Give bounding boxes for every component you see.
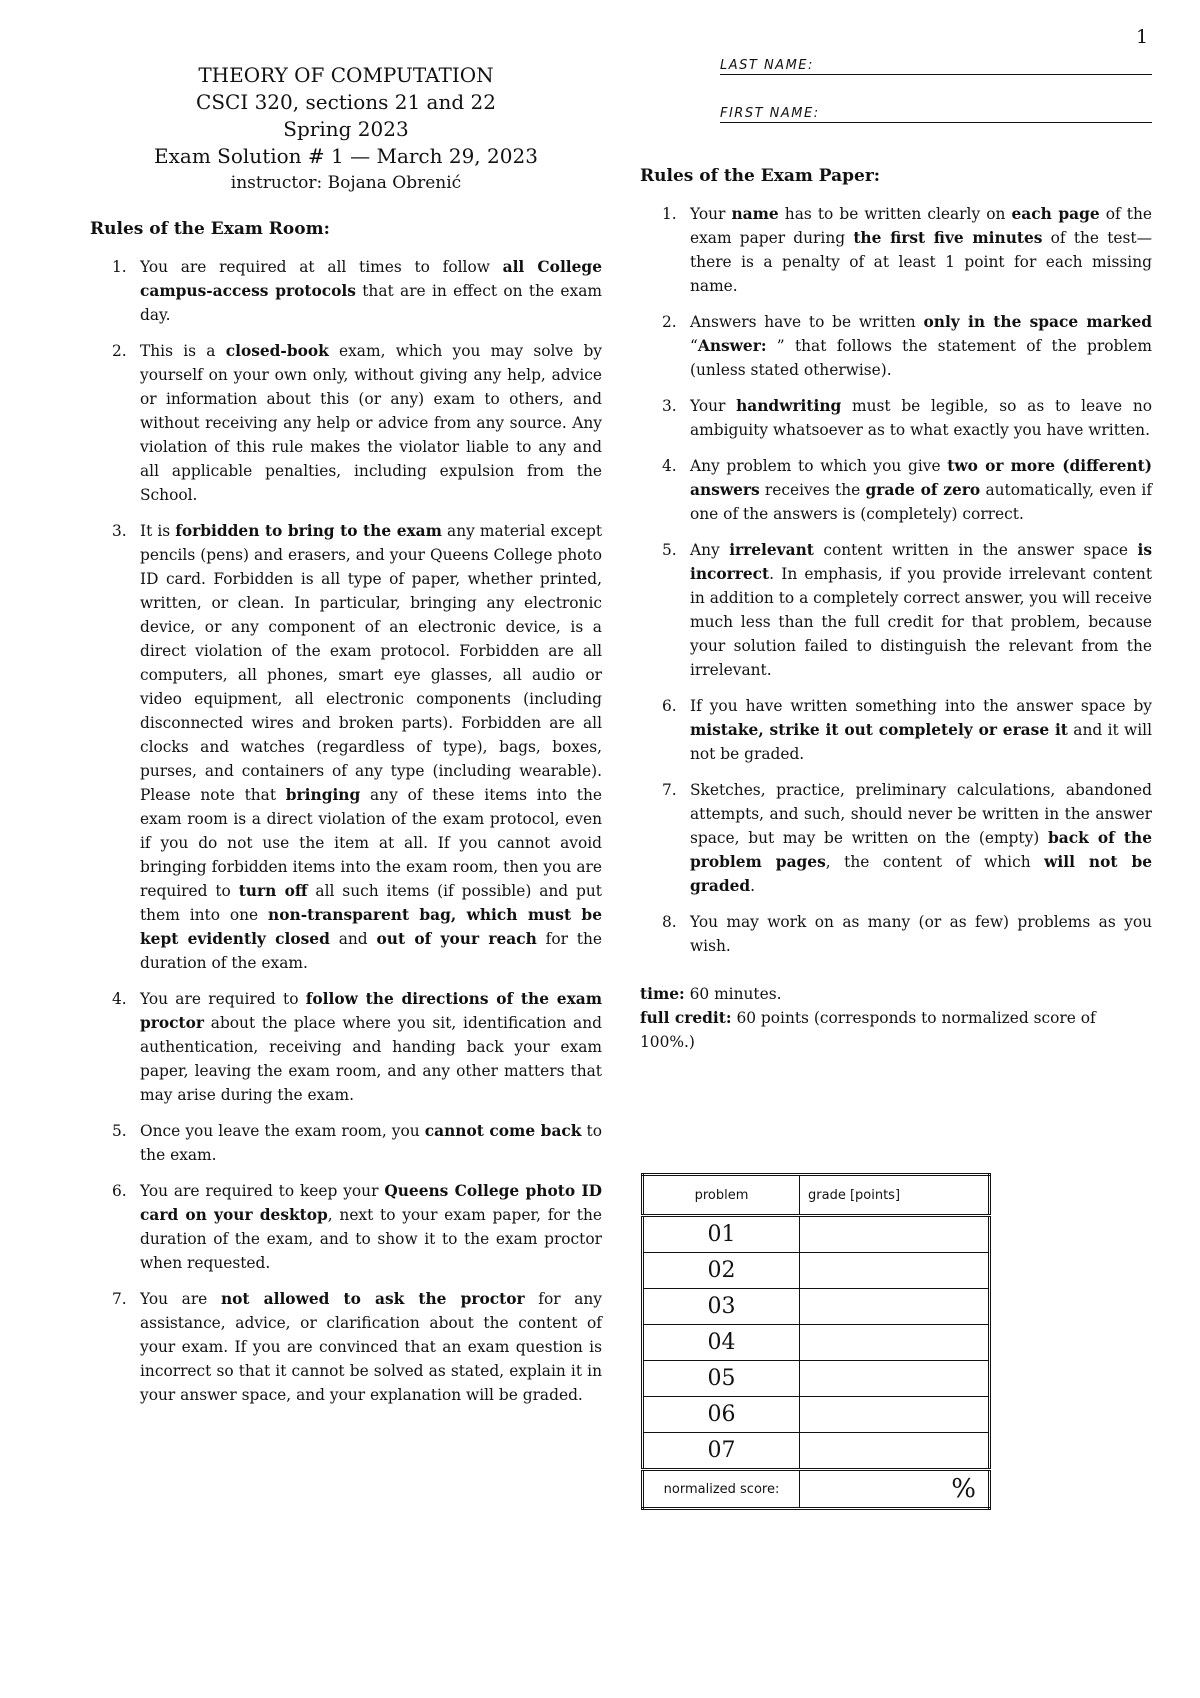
rule-text: , the content of which [825,853,1045,871]
problem-number: 04 [643,1325,800,1361]
grade-cell[interactable] [800,1253,990,1289]
problem-number: 02 [643,1253,800,1289]
rule-emphasis: is incorrect [690,541,1152,583]
score-label: normalized score: [643,1470,800,1509]
exam-room-rule-1 [112,255,602,327]
rule-emphasis: bringing [285,786,361,804]
exam-paper-rule-5 [662,538,1152,682]
score-row [643,1470,990,1509]
rule-text: If you have written something into the answer space by [690,697,1152,715]
first-name-rule [720,122,1152,123]
page-number: 1 [1136,26,1149,48]
time-label: time: [640,985,685,1003]
rule-number: 4. [112,990,127,1008]
rule-number: 2. [112,342,127,360]
grade-row [643,1397,990,1433]
rule-text: for any assistance, advice, or clarification about the content of your exam. If you are convinced that an exam question is incorrect so that it cannot be solved as stated, explain it in your answer space, and your explanation will be graded. [140,1290,602,1404]
rule-number: 5. [662,541,677,559]
last-name-rule [720,74,1152,75]
left-column [90,62,602,1419]
rule-emphasis: each page [1011,205,1100,223]
rule-text: You are [140,1290,221,1308]
rule-text: It is [140,522,176,540]
grade-row [643,1253,990,1289]
rule-text: about the place where you sit, identification and authentication, receiving and handing back your exam paper, leaving the exam room, and any other matters that may arise during the exam. [140,1014,602,1104]
exam-room-rule-6 [112,1179,602,1275]
rule-text: receives the [759,481,866,499]
exam-paper-rule-1 [662,202,1153,298]
rule-emphasis: turn off [238,882,308,900]
rule-emphasis: only in the space marked [923,313,1152,331]
rule-text: and it will not be graded. [690,721,1152,763]
rule-number: 7. [112,1290,127,1308]
rule-text: You may work on as many (or as few) problems as you wish. [690,913,1152,955]
rule-emphasis: closed-book [225,342,329,360]
exam-paper-rule-2 [662,310,1152,382]
grade-row [643,1361,990,1397]
rule-emphasis: two or more (different) answers [690,457,1153,499]
rule-text: of the exam paper during [690,205,1153,247]
rule-number: 4. [662,457,677,475]
first-name-line[interactable] [640,104,1152,138]
grade-cell[interactable] [800,1325,990,1361]
rule-number: 6. [662,697,677,715]
rule-emphasis: will not be graded [690,853,1153,895]
rule-emphasis: grade of zero [865,481,981,499]
exam-paper-rules [640,202,1152,958]
rule-text: content written in the answer space [813,541,1138,559]
rule-emphasis: irrelevant [729,541,814,559]
rule-text: and [329,930,377,948]
grade-table [641,1173,991,1510]
time-line [640,982,1152,1006]
rule-text: Once you leave the exam room, you [140,1122,425,1140]
grade-cell[interactable] [800,1361,990,1397]
rule-emphasis: out of your reach [376,930,537,948]
rule-text: Your [690,205,732,223]
right-column [640,56,1152,1054]
grade-cell[interactable] [800,1216,990,1253]
last-name-line[interactable] [640,56,1152,90]
exam-room-rule-7 [112,1287,602,1407]
grade-row [643,1325,990,1361]
rule-emphasis: follow the directions of the exam proctor [140,990,602,1032]
rule-text: that are in effect on the exam day. [140,282,602,324]
exam-room-rule-5 [112,1119,602,1167]
rule-text: for the duration of the exam. [140,930,603,972]
exam-title: Exam Solution # 1 — March 29, 2023 [154,144,538,168]
rule-text: to the exam. [140,1122,602,1164]
credit-value: 60 points (corresponds to normalized score of 100%.) [640,1009,1096,1051]
rule-text: automatically, even if one of the answers is (completely) correct. [690,481,1153,523]
rule-text: You are required to [140,990,306,1008]
rule-text: This is a [140,342,226,360]
rule-text: has to be written clearly on [778,205,1012,223]
rule-emphasis: non-transparent bag, which must be kept evidently closed [140,906,602,948]
grade-row [643,1433,990,1470]
rule-text: of the test—there is a penalty of at least 1 point for each missing name. [690,229,1152,295]
rule-text: ” that follows the statement of the problem (unless stated otherwise). [690,337,1152,379]
grade-table-header [643,1175,990,1216]
rule-emphasis: name [731,205,779,223]
rule-number: 3. [662,397,677,415]
rule-emphasis: all College campus-access protocols [140,258,602,300]
rule-emphasis: mistake, strike it out completely or erase it [690,721,1068,739]
rule-text: “ [690,337,698,355]
time-value: 60 minutes. [684,985,782,1003]
grade-cell[interactable] [800,1397,990,1433]
exam-paper-rule-4 [662,454,1153,526]
exam-meta [640,982,1152,1054]
rule-emphasis: not allowed to ask the proctor [220,1290,525,1308]
problem-number: 05 [643,1361,800,1397]
problem-number: 07 [643,1433,800,1470]
problem-column-header: problem [643,1175,800,1216]
rule-emphasis: cannot come back [424,1122,582,1140]
credit-line [640,1006,1152,1054]
exam-paper-heading: Rules of the Exam Paper: [640,166,881,186]
rule-text: Any problem to which you give [690,457,948,475]
rule-text: You are required at all times to follow [140,258,503,276]
instructor: instructor: Bojana Obrenić [230,173,462,193]
rule-text: . In emphasis, if you provide irrelevant content in addition to a completely correct answer, you will receive much less than the full credit for that problem, because your solution failed to distinguish the relevant from the irrelevant. [690,565,1152,679]
last-name-label: LAST NAME: [720,58,814,73]
exam-paper-rule-3 [662,394,1152,442]
rule-emphasis: Answer: [697,337,767,355]
rule-number: 3. [112,522,127,540]
rule-text: Any [690,541,730,559]
rule-number: 1. [662,205,677,223]
rule-number: 8. [662,913,677,931]
exam-header [90,62,602,197]
rule-text: , next to your exam paper, for the duration of the exam, and to show it to the exam proctor when requested. [140,1206,602,1272]
rule-text: exam, which you may solve by yourself on your own only, without giving any help, advice or information about this (or any) exam to others, and without receiving any help or advice from any source. Any violation of this rule makes the violator liable to any and all applicable penalties, including expulsion from the School. [140,342,603,504]
rule-text: any of these items into the exam room is a direct violation of the exam protocol, even if you do not use the item at all. If you cannot avoid bringing forbidden items into the exam room, then you are required to [140,786,602,900]
course-title: THEORY OF COMPUTATION [198,63,494,87]
rule-emphasis: back of the problem pages [690,829,1152,871]
rule-text: any material except pencils (pens) and erasers, and your Queens College photo ID card. Forbidden is all type of paper, whether printed, written, or clean. In particular, bringing any electronic device, or any component of an electronic device, is a direct violation of the exam protocol. Forbidden are all computers, all phones, smart eye glasses, all audio or video equipment, all electronic components (including disconnected wires and broken parts). Forbidden are all clocks and watches (regardless of type), bags, boxes, purses, and containers of any type (including wearable). Please note that [140,522,602,804]
rule-number: 2. [662,313,677,331]
problem-number: 01 [643,1216,800,1253]
exam-room-rule-4 [112,987,602,1107]
rule-number: 5. [112,1122,127,1140]
grade-row [643,1216,990,1253]
rule-emphasis: Queens College photo ID card on your desktop [140,1182,602,1224]
rule-emphasis: forbidden to bring to the exam [175,522,442,540]
rule-text: Answers have to be written [690,313,924,331]
rule-text: . [750,877,756,895]
rule-text: must be legible, so as to leave no ambiguity whatsoever as to what exactly you have written. [690,397,1152,439]
exam-room-rule-2 [112,339,603,507]
rule-text: all such items (if possible) and put them into one [140,882,602,924]
rule-number: 6. [112,1182,127,1200]
rule-emphasis: the first five minutes [853,229,1043,247]
exam-paper-rule-8 [662,910,1152,958]
score-cell[interactable]: % [800,1470,990,1509]
rule-text: Sketches, practice, preliminary calculations, abandoned attempts, and such, should never be written in the answer space, but may be written on the (empty) [690,781,1152,847]
rule-text: You are required to keep your [140,1182,385,1200]
course-code: CSCI 320, sections 21 and 22 [196,90,496,114]
problem-number: 03 [643,1289,800,1325]
rule-number: 1. [112,258,127,276]
exam-room-rule-3 [112,519,603,975]
exam-paper-rule-6 [662,694,1152,766]
grade-cell[interactable] [800,1289,990,1325]
grade-column-header: grade [points] [800,1175,990,1216]
exam-paper-rule-7 [662,778,1153,898]
rule-text: Your [690,397,737,415]
rule-emphasis: handwriting [736,397,842,415]
grade-cell[interactable] [800,1433,990,1470]
problem-number: 06 [643,1397,800,1433]
exam-room-heading: Rules of the Exam Room: [90,219,330,239]
term: Spring 2023 [283,117,409,141]
exam-room-rules [90,255,602,1407]
first-name-label: FIRST NAME: [720,106,820,121]
credit-label: full credit: [640,1009,732,1027]
grade-row [643,1289,990,1325]
rule-number: 7. [662,781,677,799]
